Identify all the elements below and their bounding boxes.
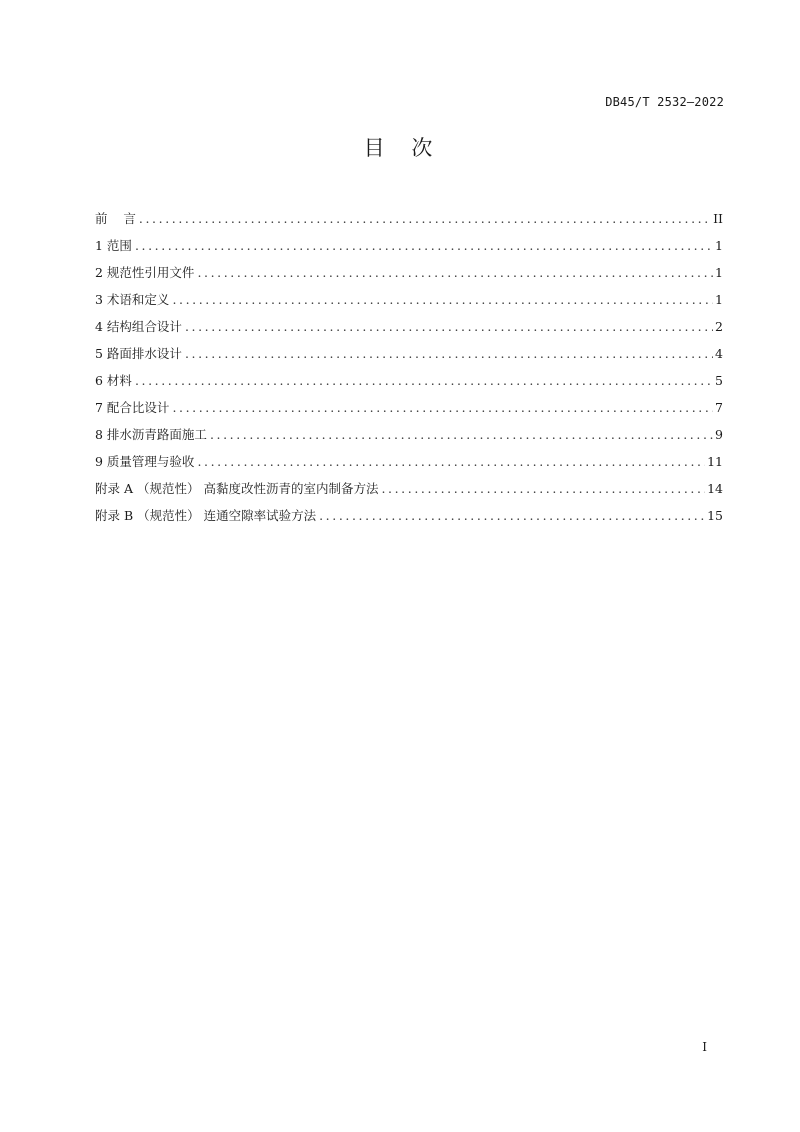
document-code: DB45/T 2532—2022 <box>605 95 724 109</box>
toc-entry-label: 9 质量管理与验收 <box>95 454 195 469</box>
toc-dot-leader <box>139 205 711 232</box>
toc-entry-label: 5 路面排水设计 <box>95 346 182 361</box>
table-of-contents <box>95 205 723 529</box>
toc-entry-scope[interactable] <box>95 232 723 259</box>
toc-dot-leader <box>381 475 705 502</box>
toc-dot-leader <box>185 313 713 340</box>
toc-entry-structure-design[interactable] <box>95 313 723 340</box>
toc-entry-page: 9 <box>715 427 723 442</box>
toc-entry-label: 8 排水沥青路面施工 <box>95 427 207 442</box>
toc-entry-label: 附录 A （规范性） 高黏度改性沥青的室内制备方法 <box>95 481 379 496</box>
toc-entry-label: 4 结构组合设计 <box>95 319 182 334</box>
toc-dot-leader <box>197 259 713 286</box>
toc-entry-normative-references[interactable] <box>95 259 723 286</box>
toc-entry-label: 1 范围 <box>95 238 132 253</box>
toc-entry-label: 附录 B （规范性） 连通空隙率试验方法 <box>95 508 317 523</box>
page-title: 目 次 <box>363 136 437 160</box>
toc-dot-leader <box>135 232 713 259</box>
toc-entry-construction[interactable] <box>95 421 723 448</box>
toc-entry-page: 15 <box>707 508 723 523</box>
toc-dot-leader <box>210 421 713 448</box>
toc-entry-quality-acceptance[interactable] <box>95 448 723 475</box>
toc-dot-leader <box>172 394 713 421</box>
toc-entry-page: 2 <box>715 319 723 334</box>
toc-dot-leader <box>172 286 713 313</box>
toc-entry-page: 14 <box>707 481 723 496</box>
toc-entry-label: 前 言 <box>95 211 136 226</box>
toc-entry-label: 3 术语和定义 <box>95 292 170 307</box>
toc-dot-leader <box>197 448 705 475</box>
toc-entry-page: 7 <box>715 400 723 415</box>
toc-entry-page: 1 <box>715 265 723 280</box>
toc-entry-mix-design[interactable] <box>95 394 723 421</box>
toc-entry-materials[interactable] <box>95 367 723 394</box>
toc-entry-page: II <box>713 211 723 226</box>
toc-dot-leader <box>319 502 705 529</box>
toc-entry-page: 11 <box>707 454 723 469</box>
toc-entry-appendix-b[interactable] <box>95 502 723 529</box>
toc-entry-label: 6 材料 <box>95 373 132 388</box>
toc-entry-foreword[interactable] <box>95 205 723 232</box>
toc-dot-leader <box>185 340 713 367</box>
toc-dot-leader <box>135 367 713 394</box>
toc-entry-page: 5 <box>715 373 723 388</box>
toc-entry-appendix-a[interactable] <box>95 475 723 502</box>
toc-entry-drainage-design[interactable] <box>95 340 723 367</box>
toc-entry-terms-definitions[interactable] <box>95 286 723 313</box>
toc-entry-page: 1 <box>715 238 723 253</box>
toc-entry-page: 1 <box>715 292 723 307</box>
toc-entry-page: 4 <box>715 346 723 361</box>
toc-entry-label: 2 规范性引用文件 <box>95 265 195 280</box>
page-number: I <box>702 1040 707 1054</box>
toc-entry-label: 7 配合比设计 <box>95 400 170 415</box>
